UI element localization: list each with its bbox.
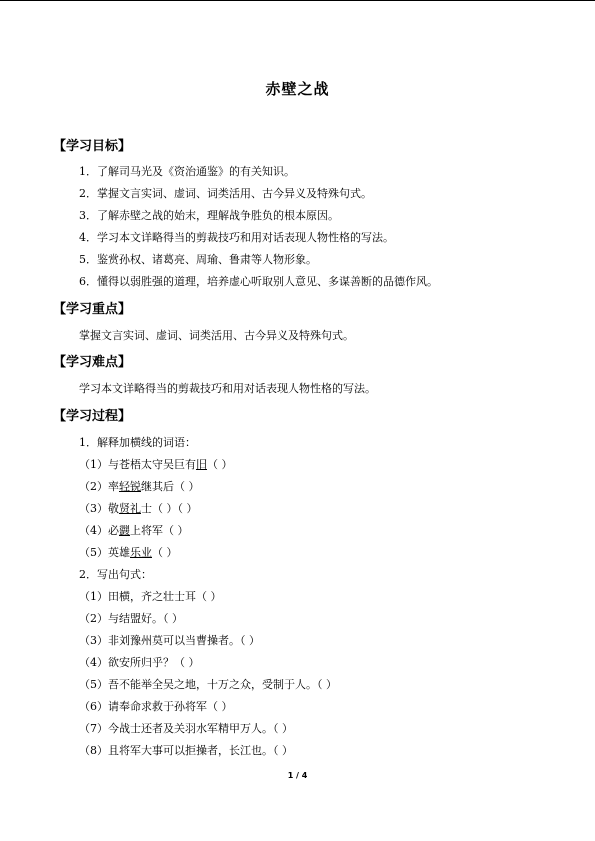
difficulties-text: 学习本文详略得当的剪裁技巧和用对话表现人物性格的写法。 — [79, 382, 376, 395]
goal-item: 3．了解赤壁之战的始末，理解战争胜负的根本原因。 — [79, 209, 339, 222]
sentence-item: （4）欲安所归乎？（ ） — [79, 656, 200, 669]
key-points-text: 掌握文言实词、虚词、词类活用、古今异义及特殊句式。 — [79, 329, 354, 342]
sentence-item: （8）且将军大事可以拒操者，长江也。（ ） — [79, 744, 293, 757]
page-title: 赤壁之战 — [265, 80, 330, 98]
sentence-item: （5）吾不能举全吴之地，十万之众，受制于人。（ ） — [79, 678, 337, 691]
question-1-label: 1．解释加横线的词语： — [79, 436, 196, 449]
vocab-item: （2）率轻锐继其后（ ） — [79, 480, 200, 493]
vocab-item: （1）与苍梧太守吴巨有旧（ ） — [79, 458, 233, 471]
goal-item: 5．鉴赏孙权、诸葛亮、周瑜、鲁肃等人物形象。 — [79, 253, 317, 266]
goal-item: 4．学习本文详略得当的剪裁技巧和用对话表现人物性格的写法。 — [79, 231, 394, 244]
goal-item: 6．懂得以弱胜强的道理，培养虚心听取别人意见、多谋善断的品德作风。 — [79, 275, 438, 288]
goal-item: 1．了解司马光及《资治通鉴》的有关知识。 — [79, 165, 295, 178]
underlined-word: 轻锐 — [119, 480, 141, 493]
vocab-item: （4）必鼝上将军（ ） — [79, 524, 189, 537]
underlined-word: 鼝 — [119, 524, 130, 537]
underlined-word: 贤 — [119, 502, 130, 515]
top-rule — [0, 0, 595, 1]
sentence-item: （6）请奉命求救于孙将军（ ） — [79, 700, 233, 713]
sentence-item: （7）今战士还者及关羽水军精甲万人。（ ） — [79, 722, 293, 735]
goal-item: 2．掌握文言实词、虚词、词类活用、古今异义及特殊句式。 — [79, 187, 372, 200]
sentence-item: （1）田横，齐之壮士耳（ ） — [79, 590, 222, 603]
vocab-item: （3）敬贤礼士（ ）（ ） — [79, 502, 198, 515]
difficulties-heading: 【学习难点】 — [53, 355, 132, 370]
page-number: 1 / 4 — [287, 771, 308, 780]
goals-heading: 【学习目标】 — [53, 139, 132, 154]
underlined-word: 乐业 — [130, 546, 152, 559]
vocab-item: （5）英雄乐业（ ） — [79, 546, 178, 559]
underlined-word: 旧 — [196, 458, 207, 471]
underlined-word: 礼 — [130, 502, 141, 515]
key-points-heading: 【学习重点】 — [53, 302, 132, 317]
process-heading: 【学习过程】 — [53, 409, 132, 424]
sentence-item: （2）与结盟好。（ ） — [79, 612, 183, 625]
sentence-item: （3）非刘豫州莫可以当曹操者。（ ） — [79, 634, 260, 647]
question-2-label: 2．写出句式： — [79, 568, 152, 581]
